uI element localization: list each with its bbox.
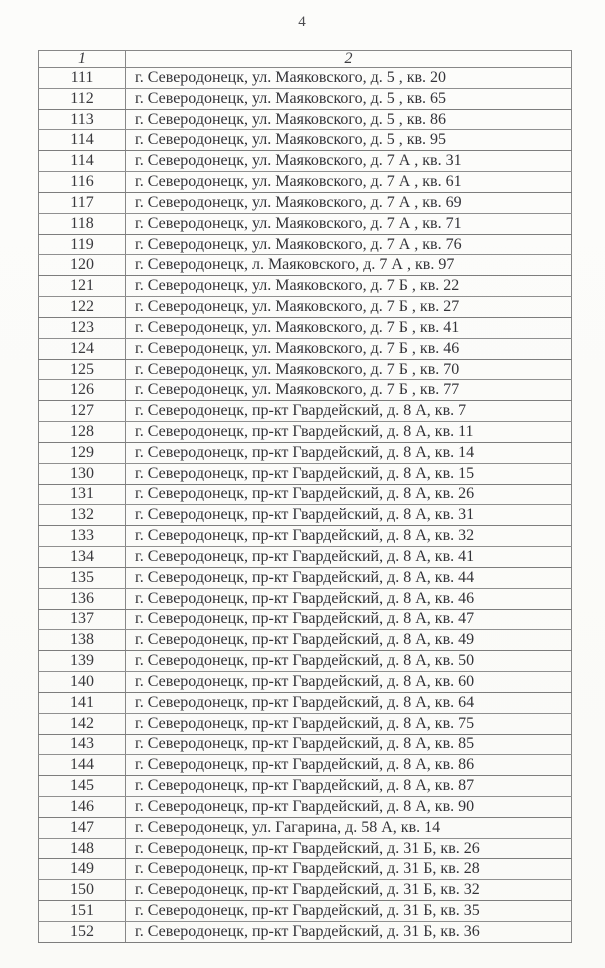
row-number-cell: 144 bbox=[39, 755, 126, 776]
table-row bbox=[39, 234, 572, 255]
row-number-cell: 129 bbox=[39, 442, 126, 463]
table-row bbox=[39, 547, 572, 568]
table-row bbox=[39, 901, 572, 922]
address-cell: г. Северодонецк, пр-кт Гвардейский, д. 8 А, кв. 47 bbox=[126, 609, 572, 630]
table-row bbox=[39, 672, 572, 693]
row-number-cell: 139 bbox=[39, 651, 126, 672]
row-number-cell: 146 bbox=[39, 796, 126, 817]
row-number-cell: 111 bbox=[39, 68, 126, 89]
address-cell: г. Северодонецк, ул. Маяковского, д. 7 А , кв. 76 bbox=[126, 234, 572, 255]
table-row bbox=[39, 130, 572, 151]
row-number-cell: 114 bbox=[39, 151, 126, 172]
row-number-cell: 120 bbox=[39, 255, 126, 276]
address-cell: г. Северодонецк, пр-кт Гвардейский, д. 8 А, кв. 41 bbox=[126, 547, 572, 568]
row-number-cell: 126 bbox=[39, 380, 126, 401]
address-cell: г. Северодонецк, пр-кт Гвардейский, д. 8 А, кв. 49 bbox=[126, 630, 572, 651]
address-cell: г. Северодонецк, пр-кт Гвардейский, д. 31 Б, кв. 32 bbox=[126, 880, 572, 901]
address-cell: г. Северодонецк, пр-кт Гвардейский, д. 8 А, кв. 15 bbox=[126, 463, 572, 484]
address-cell: г. Северодонецк, ул. Маяковского, д. 7 А , кв. 61 bbox=[126, 172, 572, 193]
row-number-cell: 122 bbox=[39, 297, 126, 318]
row-number-cell: 124 bbox=[39, 338, 126, 359]
table-header-row bbox=[39, 51, 572, 68]
row-number-cell: 113 bbox=[39, 109, 126, 130]
table-row bbox=[39, 172, 572, 193]
table-row bbox=[39, 68, 572, 89]
row-number-cell: 143 bbox=[39, 734, 126, 755]
row-number-cell: 114 bbox=[39, 130, 126, 151]
address-cell: г. Северодонецк, пр-кт Гвардейский, д. 31 Б, кв. 36 bbox=[126, 921, 572, 942]
address-cell: г. Северодонецк, пр-кт Гвардейский, д. 8 А, кв. 31 bbox=[126, 505, 572, 526]
table-row bbox=[39, 526, 572, 547]
table-row bbox=[39, 838, 572, 859]
table-row bbox=[39, 422, 572, 443]
address-cell: г. Северодонецк, ул. Маяковского, д. 5 , кв. 20 bbox=[126, 68, 572, 89]
row-number-cell: 127 bbox=[39, 401, 126, 422]
address-cell: г. Северодонецк, пр-кт Гвардейский, д. 31 Б, кв. 28 bbox=[126, 859, 572, 880]
row-number-cell: 135 bbox=[39, 567, 126, 588]
table-row bbox=[39, 338, 572, 359]
table-row bbox=[39, 255, 572, 276]
address-cell: г. Северодонецк, пр-кт Гвардейский, д. 8 А, кв. 32 bbox=[126, 526, 572, 547]
table-row bbox=[39, 463, 572, 484]
table-row bbox=[39, 859, 572, 880]
table-row bbox=[39, 192, 572, 213]
address-cell: г. Северодонецк, ул. Маяковского, д. 7 Б , кв. 27 bbox=[126, 297, 572, 318]
address-cell: г. Северодонецк, пр-кт Гвардейский, д. 8 А, кв. 64 bbox=[126, 692, 572, 713]
row-number-cell: 134 bbox=[39, 547, 126, 568]
address-cell: г. Северодонецк, ул. Маяковского, д. 7 Б , кв. 70 bbox=[126, 359, 572, 380]
address-cell: г. Северодонецк, ул. Маяковского, д. 7 Б , кв. 22 bbox=[126, 276, 572, 297]
row-number-cell: 152 bbox=[39, 921, 126, 942]
table-row bbox=[39, 151, 572, 172]
address-cell: г. Северодонецк, пр-кт Гвардейский, д. 8 А, кв. 86 bbox=[126, 755, 572, 776]
row-number-cell: 148 bbox=[39, 838, 126, 859]
address-cell: г. Северодонецк, пр-кт Гвардейский, д. 8 А, кв. 90 bbox=[126, 796, 572, 817]
address-cell: г. Северодонецк, пр-кт Гвардейский, д. 8 А, кв. 75 bbox=[126, 713, 572, 734]
table-row bbox=[39, 692, 572, 713]
table-row bbox=[39, 609, 572, 630]
address-cell: г. Северодонецк, пр-кт Гвардейский, д. 31 Б, кв. 26 bbox=[126, 838, 572, 859]
address-cell: г. Северодонецк, пр-кт Гвардейский, д. 8 А, кв. 44 bbox=[126, 567, 572, 588]
column-header-address: 2 bbox=[126, 51, 572, 68]
row-number-cell: 119 bbox=[39, 234, 126, 255]
address-cell: г. Северодонецк, пр-кт Гвардейский, д. 31 Б, кв. 35 bbox=[126, 901, 572, 922]
row-number-cell: 131 bbox=[39, 484, 126, 505]
table-row bbox=[39, 297, 572, 318]
address-cell: г. Северодонецк, ул. Маяковского, д. 5 , кв. 86 bbox=[126, 109, 572, 130]
table-row bbox=[39, 567, 572, 588]
row-number-cell: 121 bbox=[39, 276, 126, 297]
table-row bbox=[39, 109, 572, 130]
table-row bbox=[39, 505, 572, 526]
table-row bbox=[39, 817, 572, 838]
table-row bbox=[39, 776, 572, 797]
address-cell: г. Северодонецк, пр-кт Гвардейский, д. 8 А, кв. 46 bbox=[126, 588, 572, 609]
table-row bbox=[39, 484, 572, 505]
address-cell: г. Северодонецк, пр-кт Гвардейский, д. 8 А, кв. 85 bbox=[126, 734, 572, 755]
table-row bbox=[39, 317, 572, 338]
row-number-cell: 133 bbox=[39, 526, 126, 547]
row-number-cell: 149 bbox=[39, 859, 126, 880]
table-body bbox=[39, 68, 572, 943]
address-cell: г. Северодонецк, пр-кт Гвардейский, д. 8 А, кв. 60 bbox=[126, 672, 572, 693]
row-number-cell: 117 bbox=[39, 192, 126, 213]
address-cell: г. Северодонецк, пр-кт Гвардейский, д. 8 А, кв. 7 bbox=[126, 401, 572, 422]
page-number: 4 bbox=[298, 14, 307, 30]
row-number-cell: 150 bbox=[39, 880, 126, 901]
row-number-cell: 145 bbox=[39, 776, 126, 797]
row-number-cell: 137 bbox=[39, 609, 126, 630]
address-cell: г. Северодонецк, ул. Маяковского, д. 7 Б , кв. 41 bbox=[126, 317, 572, 338]
address-cell: г. Северодонецк, ул. Маяковского, д. 7 А , кв. 71 bbox=[126, 213, 572, 234]
row-number-cell: 141 bbox=[39, 692, 126, 713]
table-row bbox=[39, 880, 572, 901]
row-number-cell: 118 bbox=[39, 213, 126, 234]
address-cell: г. Северодонецк, ул. Маяковского, д. 7 А , кв. 69 bbox=[126, 192, 572, 213]
row-number-cell: 132 bbox=[39, 505, 126, 526]
table-row bbox=[39, 921, 572, 942]
table-row bbox=[39, 713, 572, 734]
row-number-cell: 138 bbox=[39, 630, 126, 651]
table-row bbox=[39, 88, 572, 109]
table-row bbox=[39, 276, 572, 297]
row-number-cell: 112 bbox=[39, 88, 126, 109]
table-row bbox=[39, 588, 572, 609]
table-row bbox=[39, 401, 572, 422]
address-cell: г. Северодонецк, пр-кт Гвардейский, д. 8 А, кв. 87 bbox=[126, 776, 572, 797]
table-row bbox=[39, 755, 572, 776]
row-number-cell: 151 bbox=[39, 901, 126, 922]
row-number-cell: 128 bbox=[39, 422, 126, 443]
row-number-cell: 130 bbox=[39, 463, 126, 484]
address-cell: г. Северодонецк, ул. Маяковского, д. 7 Б , кв. 46 bbox=[126, 338, 572, 359]
row-number-cell: 136 bbox=[39, 588, 126, 609]
table-row bbox=[39, 442, 572, 463]
address-cell: г. Северодонецк, л. Маяковского, д. 7 А , кв. 97 bbox=[126, 255, 572, 276]
address-table bbox=[38, 50, 572, 943]
table-row bbox=[39, 651, 572, 672]
address-cell: г. Северодонецк, ул. Маяковского, д. 7 А , кв. 31 bbox=[126, 151, 572, 172]
table-row bbox=[39, 796, 572, 817]
row-number-cell: 123 bbox=[39, 317, 126, 338]
table-row bbox=[39, 630, 572, 651]
column-header-number: 1 bbox=[39, 51, 126, 68]
address-cell: г. Северодонецк, ул. Маяковского, д. 5 , кв. 95 bbox=[126, 130, 572, 151]
address-cell: г. Северодонецк, пр-кт Гвардейский, д. 8 А, кв. 50 bbox=[126, 651, 572, 672]
row-number-cell: 140 bbox=[39, 672, 126, 693]
table-row bbox=[39, 213, 572, 234]
address-cell: г. Северодонецк, пр-кт Гвардейский, д. 8 А, кв. 11 bbox=[126, 422, 572, 443]
address-cell: г. Северодонецк, ул. Маяковского, д. 7 Б , кв. 77 bbox=[126, 380, 572, 401]
address-cell: г. Северодонецк, пр-кт Гвардейский, д. 8 А, кв. 26 bbox=[126, 484, 572, 505]
row-number-cell: 116 bbox=[39, 172, 126, 193]
address-cell: г. Северодонецк, ул. Гагарина, д. 58 А, кв. 14 bbox=[126, 817, 572, 838]
row-number-cell: 147 bbox=[39, 817, 126, 838]
table-row bbox=[39, 359, 572, 380]
row-number-cell: 125 bbox=[39, 359, 126, 380]
table-row bbox=[39, 734, 572, 755]
table-row bbox=[39, 380, 572, 401]
address-cell: г. Северодонецк, ул. Маяковского, д. 5 , кв. 65 bbox=[126, 88, 572, 109]
row-number-cell: 142 bbox=[39, 713, 126, 734]
address-cell: г. Северодонецк, пр-кт Гвардейский, д. 8 А, кв. 14 bbox=[126, 442, 572, 463]
